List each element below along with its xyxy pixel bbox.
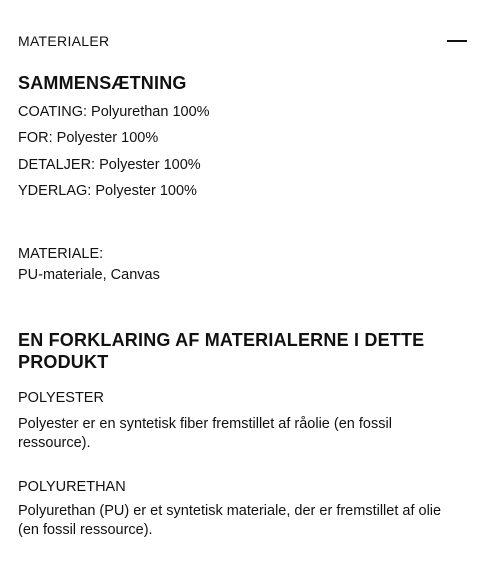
explanation-heading: EN FORKLARING AF MATERIALERNE I DETTE PRODUKT — [18, 330, 425, 372]
composition-heading: SAMMENSÆTNING — [18, 73, 187, 93]
explanation-entry-name: POLYESTER — [18, 390, 104, 406]
explanation-entry-description: Polyurethan (PU) er et syntetisk materiale, der er fremstillet af olie (en fossil ressource). — [18, 503, 442, 538]
accordion-title: MATERIALER — [18, 33, 110, 49]
material-value: PU-materiale, Canvas — [18, 267, 160, 283]
composition-item: DETALJER: Polyester 100% — [18, 157, 201, 173]
composition-item: YDERLAG: Polyester 100% — [18, 183, 197, 199]
composition-item: COATING: Polyurethan 100% — [18, 104, 210, 120]
explanation-entry-name: POLYURETHAN — [18, 479, 126, 495]
composition-item: FOR: Polyester 100% — [18, 130, 159, 146]
material-label: MATERIALE: — [18, 246, 104, 262]
explanation-entry-description: Polyester er en syntetisk fiber fremstillet af råolie (en fossil ressource). — [18, 416, 392, 451]
minus-icon[interactable] — [447, 40, 467, 42]
materials-accordion-toggle[interactable] — [18, 30, 467, 52]
